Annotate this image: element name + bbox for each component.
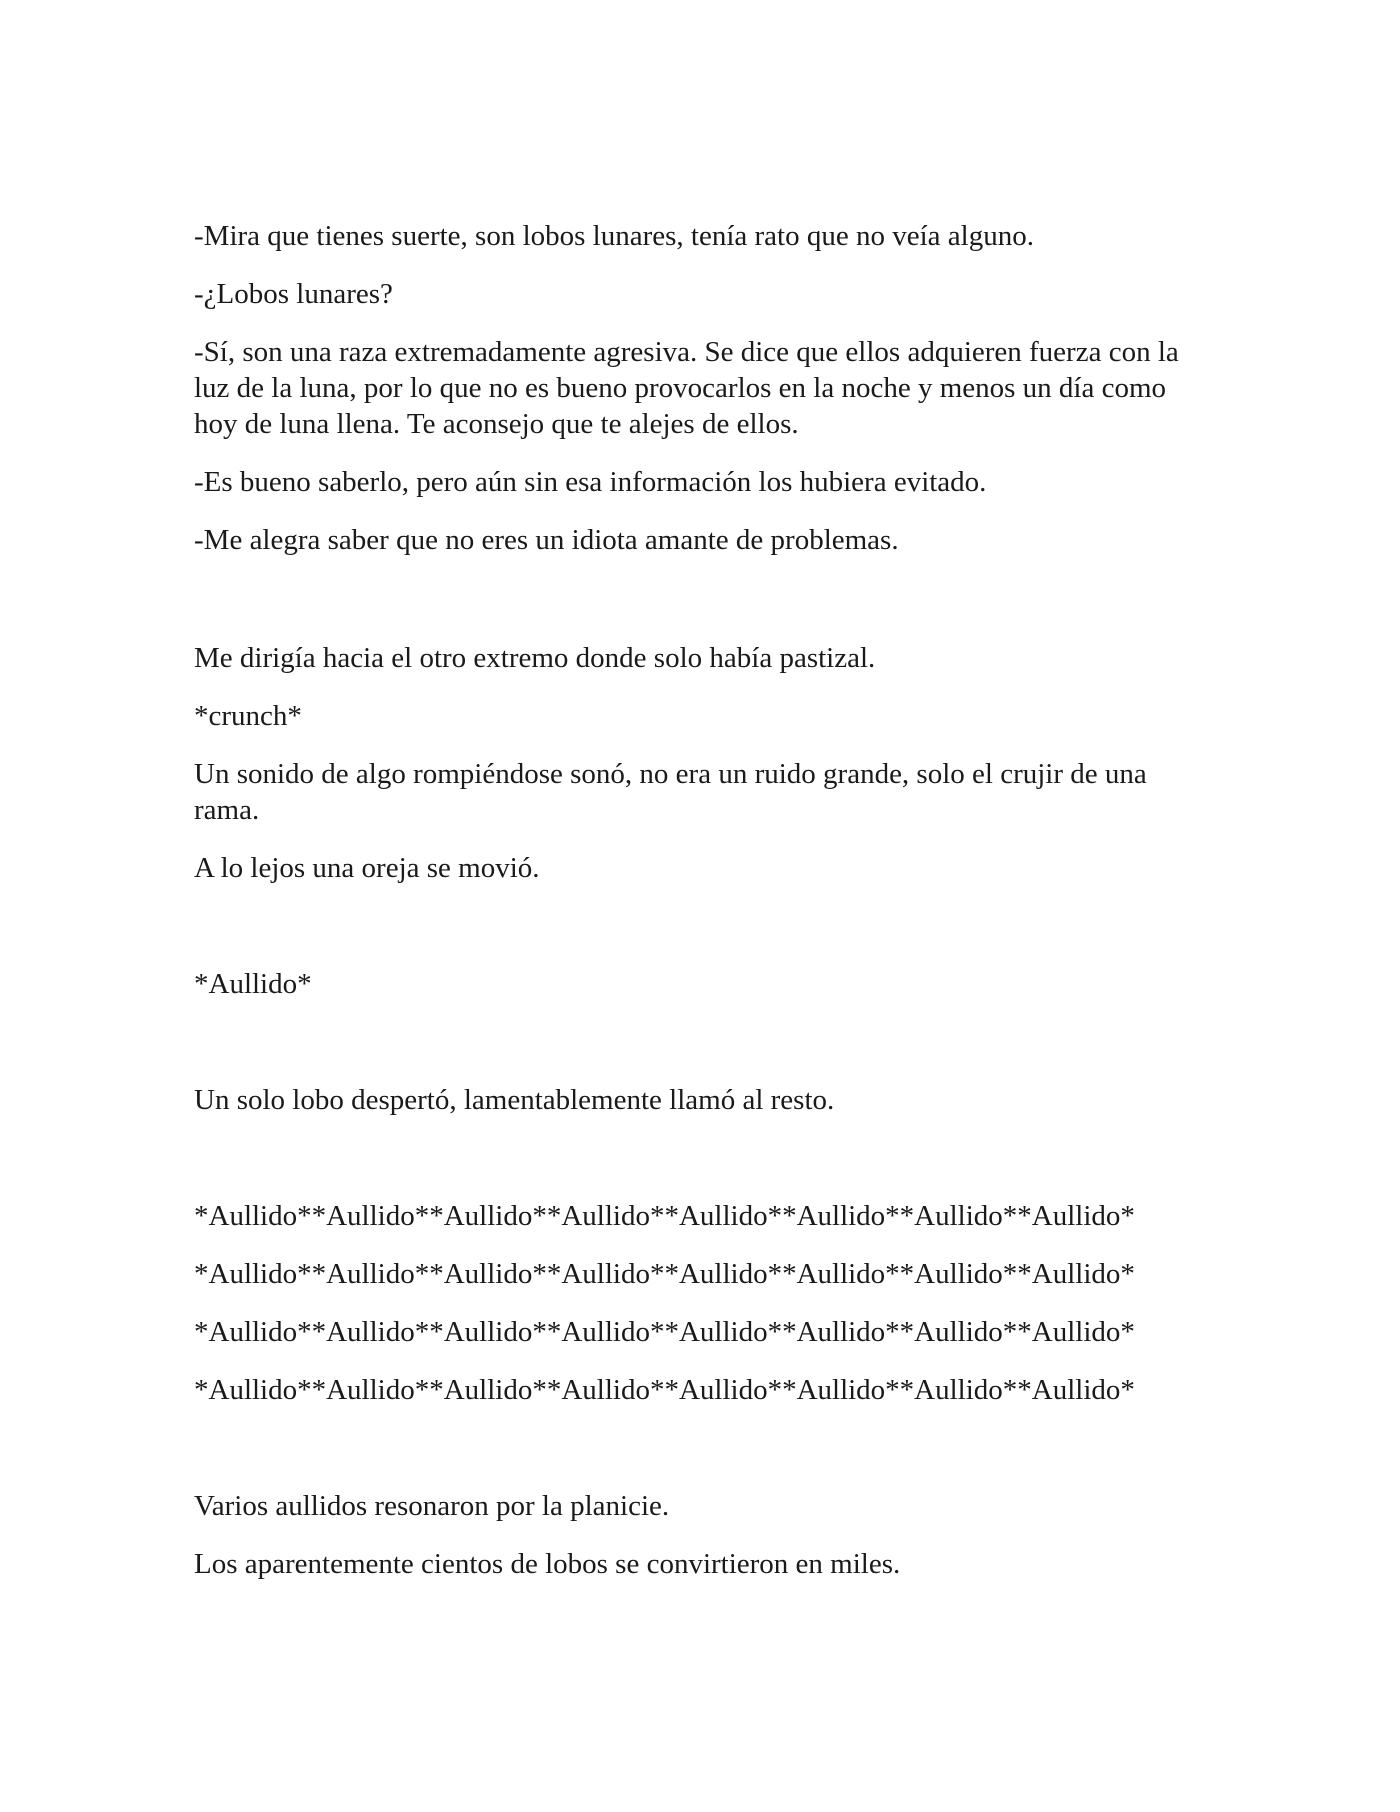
sound-effect: *crunch*	[194, 700, 302, 732]
paragraph: -Es bueno saberlo, pero aún sin esa información los hubiera evitado.	[194, 466, 987, 498]
paragraph: A lo lejos una oreja se movió.	[194, 852, 540, 884]
paragraph: Los aparentemente cientos de lobos se convirtieron en miles.	[194, 1548, 901, 1580]
howl-line: *Aullido**Aullido**Aullido**Aullido**Aullido**Aullido**Aullido**Aullido*	[194, 1200, 1135, 1232]
howl-line: *Aullido**Aullido**Aullido**Aullido**Aullido**Aullido**Aullido**Aullido*	[194, 1258, 1135, 1290]
paragraph: -Sí, son una raza extremadamente agresiva. Se dice que ellos adquieren fuerza con la luz de la luna, por lo que no es bueno provocarlos en la noche y menos un día como hoy de luna llena. Te aconsejo que te alejes de ellos.	[194, 336, 1179, 440]
paragraph: Me dirigía hacia el otro extremo donde solo había pastizal.	[194, 642, 876, 674]
howl-line: *Aullido**Aullido**Aullido**Aullido**Aullido**Aullido**Aullido**Aullido*	[194, 1374, 1135, 1406]
paragraph: -¿Lobos lunares?	[194, 278, 393, 310]
paragraph: -Me alegra saber que no eres un idiota amante de problemas.	[194, 524, 899, 556]
howl-line: *Aullido**Aullido**Aullido**Aullido**Aullido**Aullido**Aullido**Aullido*	[194, 1316, 1135, 1348]
sound-effect: *Aullido*	[194, 968, 312, 1000]
paragraph: Un sonido de algo rompiéndose sonó, no era un ruido grande, solo el crujir de una rama.	[194, 758, 1147, 826]
paragraph: Un solo lobo despertó, lamentablemente llamó al resto.	[194, 1084, 835, 1116]
paragraph: Varios aullidos resonaron por la planicie.	[194, 1490, 670, 1522]
paragraph: -Mira que tienes suerte, son lobos lunares, tenía rato que no veía alguno.	[194, 220, 1034, 252]
